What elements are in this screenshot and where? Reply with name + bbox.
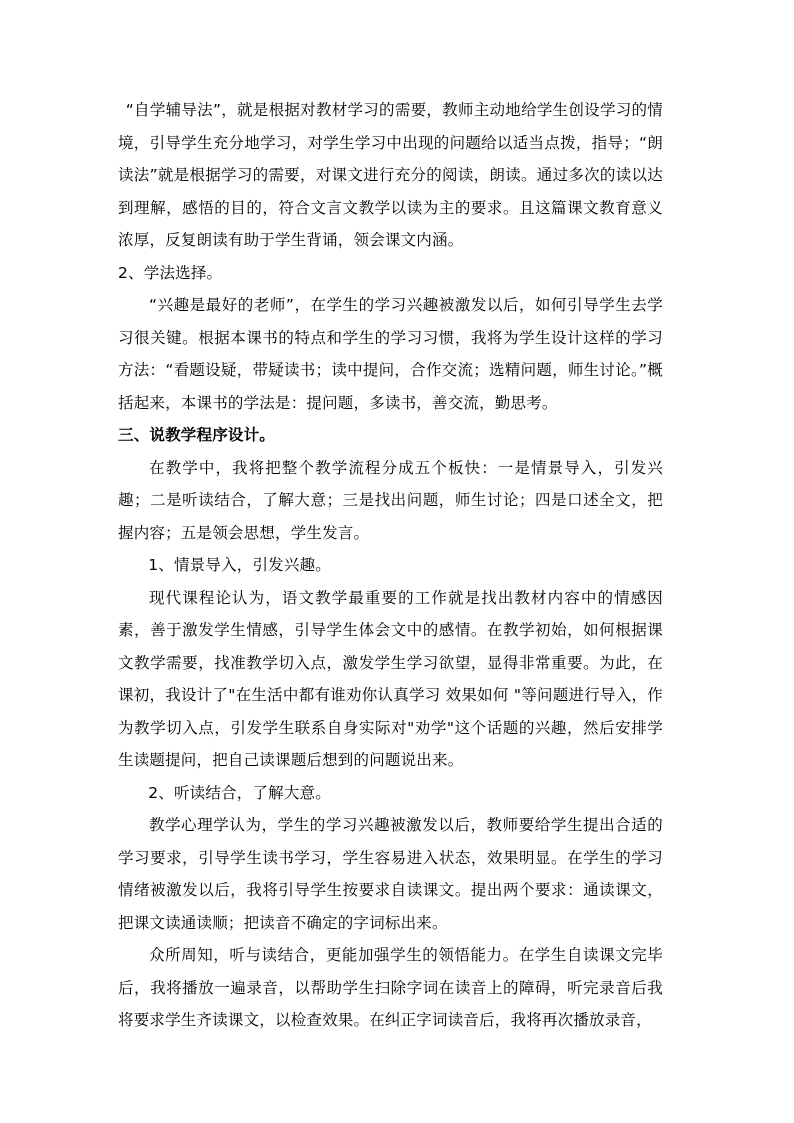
paragraph-self-study-method: “自学辅导法”，就是根据对教材学习的需要，教师主动地给学生创设学习的情境，引导学生充分地学习，对学生学习中出现的问题给以适当点拨，指导；“朗读法”就是根据学习的需要，对课文进行充分的阅读，朗读。通过多次的读以达到理解，感悟的目的，符合文言文教学以读为主的要求。且这篇课文教育意义浓厚，反复朗读有助于学生背诵，领会课文内涵。 bbox=[118, 101, 663, 249]
section-heading-study-method: 2、学法选择。 bbox=[118, 263, 223, 282]
paragraph-interest: “兴趣是最好的老师”，在学生的学习兴趣被激发以后，如何引导学生去学习很关键。根据本课书的特点和学生的学习习惯，我将为学生设计这样的学习方法：“看题设疑，带疑读书；读中提问，合作交流；选精问题，师生讨论。”概括起来，本课书的学法是：提问题，多读书，善交流，勤思考。 bbox=[118, 296, 663, 412]
subheading-scene-intro: 1、情景导入，引发兴趣。 bbox=[148, 556, 331, 574]
section-heading-teaching-procedure: 三、说教学程序设计。 bbox=[118, 426, 276, 444]
document-body bbox=[118, 94, 663, 1037]
paragraph-listen-read-combination: 众所周知，听与读结合，更能加强学生的领悟能力。在学生自读课文完毕后，我将播放一遍录音，以帮助学生扫除字词在读音上的障碍，听完录音后我将要求学生齐读课文，以检查效果。在纠正字词读音后，我将再次播放录音， bbox=[118, 946, 663, 1029]
paragraph-teaching-psychology: 教学心理学认为，学生的学习兴趣被激发以后，教师要给学生提出合适的学习要求，引导学生读书学习，学生容易进入状态，效果明显。在学生的学习情绪被激发以后，我将引导学生按要求自读课文。提出两个要求：通读课文，把课文读通读顺；把读音不确定的字词标出来。 bbox=[118, 816, 663, 932]
subheading-listen-read: 2、听读结合，了解大意。 bbox=[148, 783, 331, 802]
paragraph-curriculum-theory: 现代课程论认为，语文教学最重要的工作就是找出教材内容中的情感因素，善于激发学生情感，引导学生体会文中的感情。在教学初始，如何根据课文教学需要，找准教学切入点，激发学生学习欲望，显得非常重要。为此，在课初，我设计了"在生活中都有谁劝你认真学习 效果如何 "等问题进行导入，作为教学切入点，引发学生联系自身实际对"劝学"这个话题的兴趣，然后安排学生读题提问，把自己读课题后想到的问题说出来。 bbox=[118, 588, 663, 769]
paragraph-teaching-flow: 在教学中，我将把整个教学流程分成五个板快：一是情景导入，引发兴趣；二是听读结合，了解大意；三是找出问题，师生讨论；四是口述全文，把握内容；五是领会思想，学生发言。 bbox=[118, 458, 663, 542]
